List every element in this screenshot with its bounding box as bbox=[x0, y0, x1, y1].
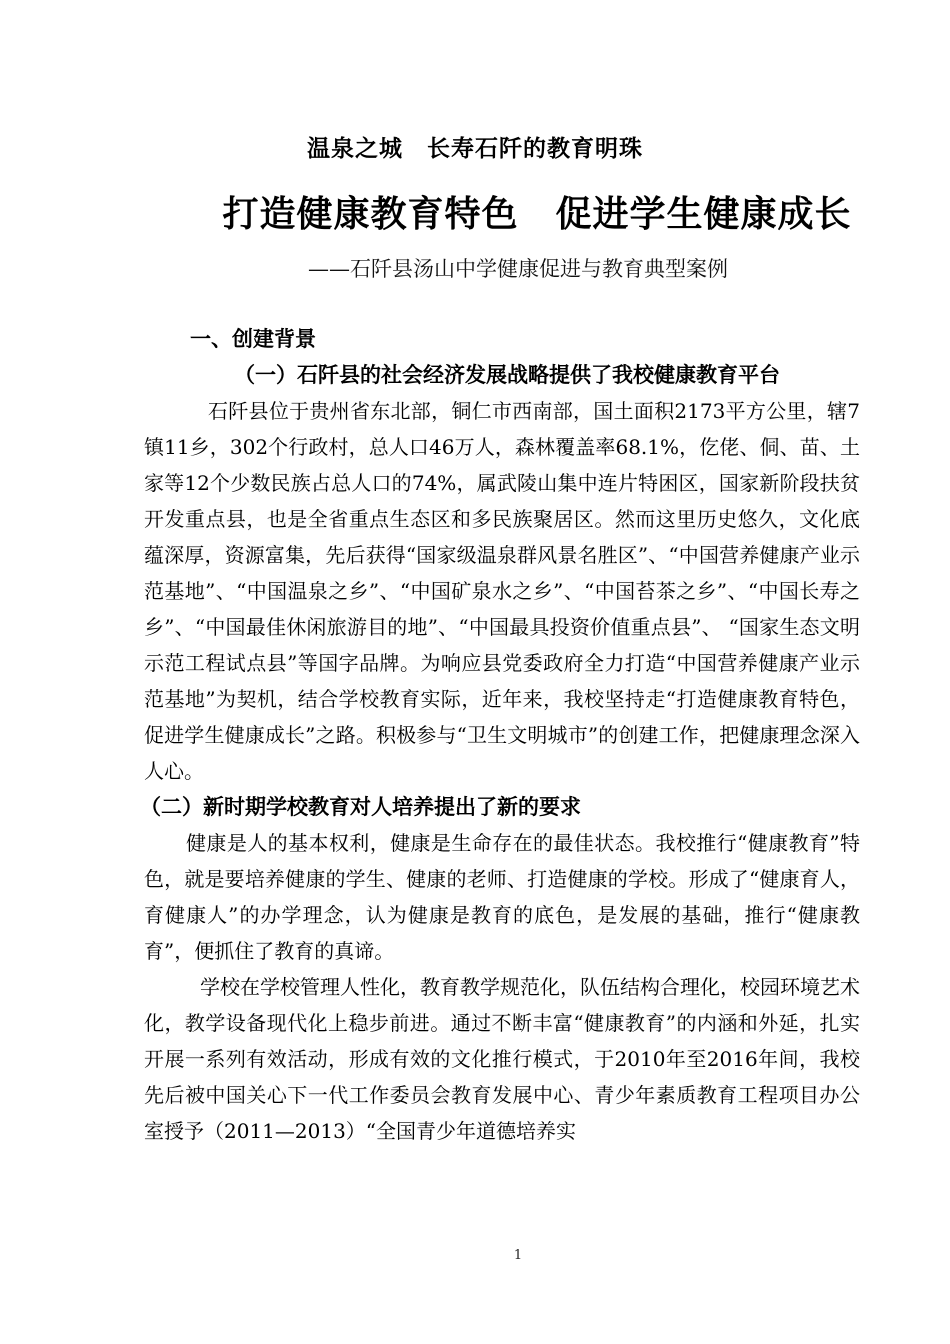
document-body bbox=[140, 321, 860, 1149]
document-title: 打造健康教育特色 促进学生健康成长 bbox=[222, 194, 852, 235]
document-subtitle: ——石阡县汤山中学健康促进与教育典型案例 bbox=[308, 257, 728, 281]
subsection-heading-1: （一）石阡县的社会经济发展战略提供了我校健康教育平台 bbox=[234, 363, 780, 387]
paragraph-health: 健康是人的基本权利，健康是生命存在的最佳状态。我校推行“健康教育”特色，就是要培养健康的学生、健康的老师、打造健康的学校。形成了“健康育人，育健康人”的办学理念，认为健康是教育的底色，是发展的基础，推行“健康教育”，便抓住了教育的真谛。 bbox=[144, 831, 860, 963]
page-number: 1 bbox=[513, 1248, 523, 1263]
paragraph-background: 石阡县位于贵州省东北部，铜仁市西南部，国土面积2173平方公里，辖7镇11乡，302个行政村，总人口46万人，森林覆盖率68.1%，仡佬、侗、苗、土家等12个少数民族占总人口的74%，属武陵山集中连片特困区，国家新阶段扶贫开发重点县，也是全省重点生态区和多民族聚居区。然而这里历史悠久，文化底蕴深厚，资源富集，先后获得“国家级温泉群风景名胜区”、“中国营养健康产业示范基地”、“中国温泉之乡”、“中国矿泉水之乡”、“中国苔茶之乡”、“中国长寿之乡”、“中国最佳休闲旅游目的地”、“中国最具投资价值重点县”、 “国家生态文明示范工程试点县”等国字品牌。为响应县党委政府全力打造“中国营养健康产业示范基地”为契机，结合学校教育实际，近年来，我校坚持走“打造健康教育特色，促进学生健康成长”之路。积极参与“卫生文明城市”的创建工作，把健康理念深入人心。 bbox=[144, 399, 860, 783]
document-kicker: 温泉之城 长寿石阡的教育明珠 bbox=[307, 136, 643, 162]
paragraph-school: 学校在学校管理人性化，教育教学规范化，队伍结构合理化，校园环境艺术化，教学设备现代化上稳步前进。通过不断丰富“健康教育”的内涵和外延，扎实开展一系列有效活动，形成有效的文化推行模式，于2010年至2016年间，我校先后被中国关心下一代工作委员会教育发展中心、青少年素质教育工程项目办公室授予（2011—2013）“全国青少年道德培养实 bbox=[144, 975, 860, 1143]
section-heading: 一、创建背景 bbox=[190, 327, 316, 351]
subsection-heading-2: （二）新时期学校教育对人培养提出了新的要求 bbox=[140, 795, 581, 819]
